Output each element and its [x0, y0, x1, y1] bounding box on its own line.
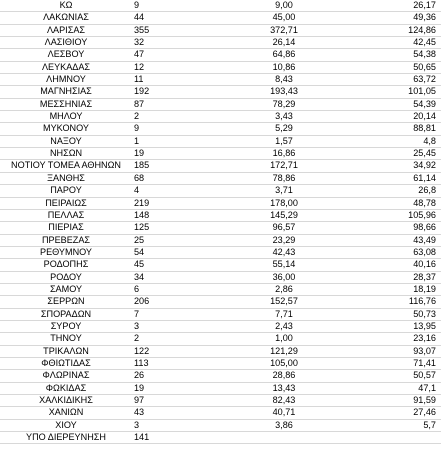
- regional-unit-name: ΧΑΝΙΩΝ: [0, 407, 132, 419]
- regional-unit-name: ΞΑΝΘΗΣ: [0, 172, 132, 184]
- rate-per-100k-cell: 101,05: [336, 86, 441, 98]
- new-cases-cell: 34: [132, 271, 232, 283]
- new-cases-cell: 206: [132, 296, 232, 308]
- seven-day-average-cell: 78,86: [232, 172, 336, 184]
- seven-day-average-cell: 3,86: [232, 419, 336, 431]
- seven-day-average-cell: 16,86: [232, 148, 336, 160]
- new-cases-cell: 25: [132, 234, 232, 246]
- rate-per-100k-cell: 54,39: [336, 98, 441, 110]
- seven-day-average-cell: 45,00: [232, 12, 336, 24]
- regional-unit-name: ΛΕΣΒΟΥ: [0, 49, 132, 61]
- new-cases-cell: 19: [132, 382, 232, 394]
- seven-day-average-cell: 7,71: [232, 308, 336, 320]
- new-cases-cell: 4: [132, 185, 232, 197]
- table-row: [0, 370, 441, 382]
- rate-per-100k-cell: 116,76: [336, 296, 441, 308]
- rate-per-100k-cell: 23,16: [336, 333, 441, 345]
- rate-per-100k-cell: 5,7: [336, 419, 441, 431]
- table-row: [0, 382, 441, 394]
- seven-day-average-cell: 78,29: [232, 98, 336, 110]
- table-row: [0, 234, 441, 246]
- seven-day-average-cell: 55,14: [232, 259, 336, 271]
- rate-per-100k-cell: 4,8: [336, 135, 441, 147]
- new-cases-cell: 141: [132, 432, 232, 444]
- seven-day-average-cell: 5,29: [232, 123, 336, 135]
- table-row: [0, 123, 441, 135]
- rate-per-100k-cell: 28,37: [336, 271, 441, 283]
- rate-per-100k-cell: 50,73: [336, 308, 441, 320]
- new-cases-cell: 26: [132, 370, 232, 382]
- seven-day-average-cell: 2,43: [232, 320, 336, 332]
- seven-day-average-cell: 145,29: [232, 209, 336, 221]
- regional-unit-name: ΝΑΞΟΥ: [0, 135, 132, 147]
- seven-day-average-cell: 26,14: [232, 37, 336, 49]
- table-row: [0, 185, 441, 197]
- regional-unit-name: ΛΗΜΝΟΥ: [0, 74, 132, 86]
- rate-per-100k-cell: 25,45: [336, 148, 441, 160]
- regional-unit-name: ΝΗΣΩΝ: [0, 148, 132, 160]
- regional-unit-name: ΜΕΣΣΗΝΙΑΣ: [0, 98, 132, 110]
- regional-unit-name: ΣΕΡΡΩΝ: [0, 296, 132, 308]
- rate-per-100k-cell: 93,07: [336, 345, 441, 357]
- regional-unit-name: ΠΡΕΒΕΖΑΣ: [0, 234, 132, 246]
- table-row: [0, 432, 441, 444]
- rate-per-100k-cell: 48,78: [336, 197, 441, 209]
- new-cases-cell: 355: [132, 24, 232, 36]
- table-row: [0, 135, 441, 147]
- seven-day-average-cell: 1,00: [232, 333, 336, 345]
- new-cases-cell: 185: [132, 160, 232, 172]
- regional-unit-name: ΧΙΟΥ: [0, 419, 132, 431]
- regional-unit-name: ΜΗΛΟΥ: [0, 111, 132, 123]
- new-cases-cell: 32: [132, 37, 232, 49]
- regional-unit-name: ΡΟΔΟΠΗΣ: [0, 259, 132, 271]
- seven-day-average-cell: 121,29: [232, 345, 336, 357]
- seven-day-average-cell: 372,71: [232, 24, 336, 36]
- seven-day-average-cell: [232, 432, 336, 444]
- seven-day-average-cell: 96,57: [232, 222, 336, 234]
- new-cases-cell: 87: [132, 98, 232, 110]
- new-cases-cell: 43: [132, 407, 232, 419]
- seven-day-average-cell: 3,71: [232, 185, 336, 197]
- seven-day-average-cell: 105,00: [232, 357, 336, 369]
- table-row: [0, 209, 441, 221]
- regional-unit-name: ΡΕΘΥΜΝΟΥ: [0, 246, 132, 258]
- new-cases-cell: 54: [132, 246, 232, 258]
- seven-day-average-cell: 1,57: [232, 135, 336, 147]
- seven-day-average-cell: 3,43: [232, 111, 336, 123]
- regional-unit-name: ΛΑΡΙΣΑΣ: [0, 24, 132, 36]
- new-cases-cell: 148: [132, 209, 232, 221]
- rate-per-100k-cell: 42,45: [336, 37, 441, 49]
- rate-per-100k-cell: 124,86: [336, 24, 441, 36]
- new-cases-cell: 19: [132, 148, 232, 160]
- regional-unit-name: ΦΘΙΩΤΙΔΑΣ: [0, 357, 132, 369]
- rate-per-100k-cell: 26,17: [336, 0, 441, 12]
- seven-day-average-cell: 13,43: [232, 382, 336, 394]
- regional-unit-name: ΚΩ: [0, 0, 132, 12]
- regional-unit-name: ΤΡΙΚΑΛΩΝ: [0, 345, 132, 357]
- seven-day-average-cell: 36,00: [232, 271, 336, 283]
- new-cases-cell: 11: [132, 74, 232, 86]
- regional-unit-name: ΥΠΟ ΔΙΕΡΕΥΝΗΣΗ: [0, 432, 132, 444]
- rate-per-100k-cell: [336, 432, 441, 444]
- rate-per-100k-cell: 88,81: [336, 123, 441, 135]
- rate-per-100k-cell: 50,65: [336, 61, 441, 73]
- seven-day-average-cell: 178,00: [232, 197, 336, 209]
- table-row: [0, 246, 441, 258]
- table-row: [0, 222, 441, 234]
- table-row: [0, 283, 441, 295]
- new-cases-cell: 47: [132, 49, 232, 61]
- rate-per-100k-cell: 71,41: [336, 357, 441, 369]
- rate-per-100k-cell: 34,92: [336, 160, 441, 172]
- table-row: [0, 357, 441, 369]
- seven-day-average-cell: 193,43: [232, 86, 336, 98]
- new-cases-cell: 68: [132, 172, 232, 184]
- table-row: [0, 197, 441, 209]
- new-cases-cell: 12: [132, 61, 232, 73]
- seven-day-average-cell: 42,43: [232, 246, 336, 258]
- new-cases-cell: 125: [132, 222, 232, 234]
- table-row: [0, 172, 441, 184]
- regional-unit-name: ΛΕΥΚΑΔΑΣ: [0, 61, 132, 73]
- rate-per-100k-cell: 26,8: [336, 185, 441, 197]
- table-row: [0, 0, 441, 12]
- regional-unit-name: ΛΑΚΩΝΙΑΣ: [0, 12, 132, 24]
- new-cases-cell: 9: [132, 123, 232, 135]
- table-row: [0, 12, 441, 24]
- regional-unit-name: ΜΑΓΝΗΣΙΑΣ: [0, 86, 132, 98]
- table-row: [0, 148, 441, 160]
- rate-per-100k-cell: 91,59: [336, 395, 441, 407]
- new-cases-cell: 3: [132, 320, 232, 332]
- table-row: [0, 395, 441, 407]
- table-row: [0, 407, 441, 419]
- rate-per-100k-cell: 63,08: [336, 246, 441, 258]
- new-cases-cell: 7: [132, 308, 232, 320]
- seven-day-average-cell: 2,86: [232, 283, 336, 295]
- rate-per-100k-cell: 13,95: [336, 320, 441, 332]
- new-cases-cell: 192: [132, 86, 232, 98]
- new-cases-cell: 97: [132, 395, 232, 407]
- table-row: [0, 61, 441, 73]
- regional-unit-name: ΦΛΩΡΙΝΑΣ: [0, 370, 132, 382]
- seven-day-average-cell: 23,29: [232, 234, 336, 246]
- rate-per-100k-cell: 27,46: [336, 407, 441, 419]
- regional-unit-name: ΠΕΛΛΑΣ: [0, 209, 132, 221]
- seven-day-average-cell: 8,43: [232, 74, 336, 86]
- seven-day-average-cell: 40,71: [232, 407, 336, 419]
- table-row: [0, 49, 441, 61]
- regional-unit-name: ΦΩΚΙΔΑΣ: [0, 382, 132, 394]
- new-cases-cell: 1: [132, 135, 232, 147]
- table-row: [0, 259, 441, 271]
- seven-day-average-cell: 28,86: [232, 370, 336, 382]
- table-row: [0, 24, 441, 36]
- regional-unit-name: ΜΥΚΟΝΟΥ: [0, 123, 132, 135]
- rate-per-100k-cell: 105,96: [336, 209, 441, 221]
- new-cases-cell: 113: [132, 357, 232, 369]
- new-cases-cell: 6: [132, 283, 232, 295]
- regional-unit-name: ΡΟΔΟΥ: [0, 271, 132, 283]
- seven-day-average-cell: 9,00: [232, 0, 336, 12]
- table-row: [0, 271, 441, 283]
- new-cases-cell: 44: [132, 12, 232, 24]
- table-row: [0, 111, 441, 123]
- rate-per-100k-cell: 49,36: [336, 12, 441, 24]
- table-row: [0, 86, 441, 98]
- regional-unit-name: ΠΑΡΟΥ: [0, 185, 132, 197]
- new-cases-cell: 2: [132, 333, 232, 345]
- regional-unit-name: ΧΑΛΚΙΔΙΚΗΣ: [0, 395, 132, 407]
- seven-day-average-cell: 64,86: [232, 49, 336, 61]
- table-row: [0, 74, 441, 86]
- regional-unit-name: ΠΕΙΡΑΙΩΣ: [0, 197, 132, 209]
- regional-unit-name: ΠΙΕΡΙΑΣ: [0, 222, 132, 234]
- rate-per-100k-cell: 50,57: [336, 370, 441, 382]
- rate-per-100k-cell: 61,14: [336, 172, 441, 184]
- new-cases-cell: 45: [132, 259, 232, 271]
- rate-per-100k-cell: 47,1: [336, 382, 441, 394]
- new-cases-cell: 2: [132, 111, 232, 123]
- rate-per-100k-cell: 20,14: [336, 111, 441, 123]
- seven-day-average-cell: 82,43: [232, 395, 336, 407]
- rate-per-100k-cell: 63,72: [336, 74, 441, 86]
- table-row: [0, 160, 441, 172]
- table-row: [0, 333, 441, 345]
- table-row: [0, 345, 441, 357]
- rate-per-100k-cell: 54,38: [336, 49, 441, 61]
- new-cases-cell: 3: [132, 419, 232, 431]
- rate-per-100k-cell: 43,49: [336, 234, 441, 246]
- table-row: [0, 37, 441, 49]
- seven-day-average-cell: 152,57: [232, 296, 336, 308]
- table-row: [0, 308, 441, 320]
- seven-day-average-cell: 172,71: [232, 160, 336, 172]
- table-row: [0, 296, 441, 308]
- rate-per-100k-cell: 18,19: [336, 283, 441, 295]
- regional-unit-name: ΣΑΜΟΥ: [0, 283, 132, 295]
- rate-per-100k-cell: 40,16: [336, 259, 441, 271]
- seven-day-average-cell: 10,86: [232, 61, 336, 73]
- new-cases-cell: 122: [132, 345, 232, 357]
- new-cases-cell: 9: [132, 0, 232, 12]
- regional-unit-name: ΣΠΟΡΑΔΩΝ: [0, 308, 132, 320]
- table-row: [0, 320, 441, 332]
- table-row: [0, 98, 441, 110]
- regional-unit-name: ΤΗΝΟΥ: [0, 333, 132, 345]
- rate-per-100k-cell: 98,66: [336, 222, 441, 234]
- regional-unit-name: ΛΑΣΙΘΙΟΥ: [0, 37, 132, 49]
- regional-unit-name: ΝΟΤΙΟΥ ΤΟΜΕΑ ΑΘΗΝΩΝ: [0, 160, 132, 172]
- new-cases-cell: 219: [132, 197, 232, 209]
- regional-unit-name: ΣΥΡΟΥ: [0, 320, 132, 332]
- table-row: [0, 419, 441, 431]
